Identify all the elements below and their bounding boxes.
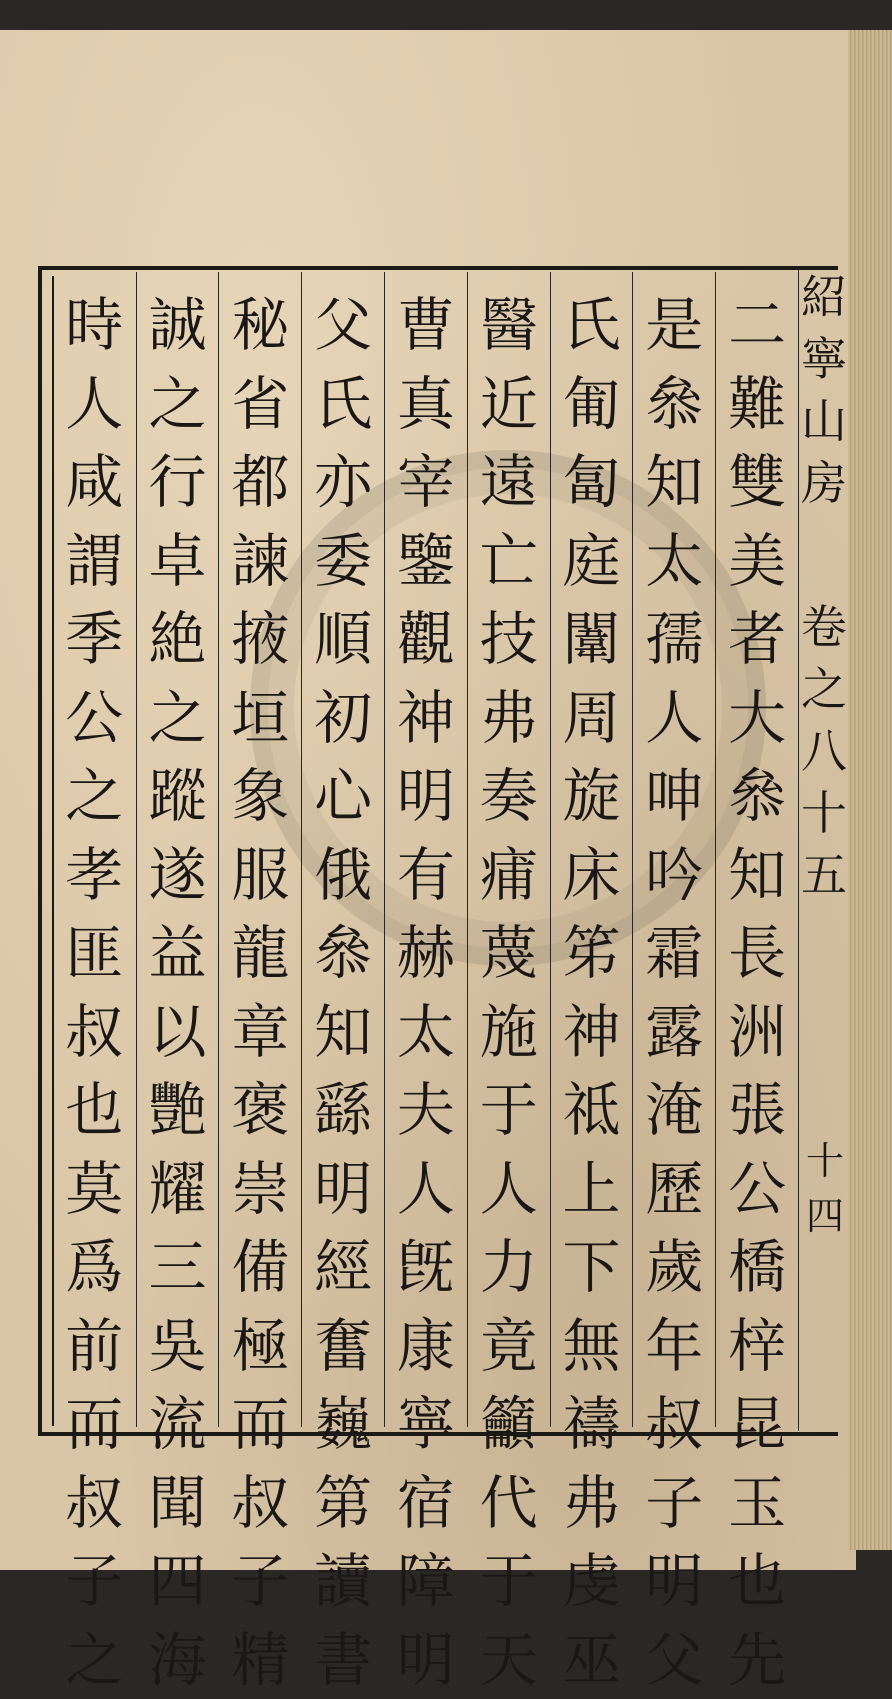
glyph: 耀	[137, 1150, 219, 1229]
glyph: 公	[716, 1150, 798, 1229]
glyph: 龍	[219, 914, 301, 993]
glyph: 咸	[53, 443, 136, 522]
glyph: 備	[219, 1228, 301, 1307]
glyph: 季	[53, 600, 136, 679]
glyph: 奮	[302, 1307, 384, 1386]
glyph: 難	[716, 365, 798, 444]
glyph: 叅	[716, 757, 798, 836]
glyph: 謂	[53, 522, 136, 601]
glyph: 人	[53, 365, 136, 444]
glyph: 父	[633, 1621, 715, 1699]
glyph: 褒	[219, 1071, 301, 1150]
glyph: 祗	[551, 1071, 633, 1150]
glyph: 氏	[302, 365, 384, 444]
glyph: 者	[716, 600, 798, 679]
glyph: 知	[716, 836, 798, 915]
glyph: 海	[137, 1621, 219, 1699]
glyph: 下	[551, 1228, 633, 1307]
margin-glyph: 寧	[801, 328, 847, 390]
glyph: 初	[302, 679, 384, 758]
glyph: 艷	[137, 1071, 219, 1150]
glyph: 真	[385, 365, 467, 444]
glyph: 叅	[302, 914, 384, 993]
text-column	[632, 272, 715, 1427]
glyph: 亡	[468, 522, 550, 601]
glyph: 莫	[53, 1150, 136, 1229]
glyph: 曹	[385, 286, 467, 365]
glyph: 美	[716, 522, 798, 601]
glyph: 匍	[551, 365, 633, 444]
block-heart-margin	[798, 266, 849, 1431]
glyph: 四	[137, 1542, 219, 1621]
glyph: 繇	[302, 1071, 384, 1150]
glyph: 神	[551, 993, 633, 1072]
glyph: 俄	[302, 836, 384, 915]
glyph: 赫	[385, 914, 467, 993]
glyph: 痡	[468, 836, 550, 915]
glyph: 蹤	[137, 757, 219, 836]
glyph: 誠	[137, 286, 219, 365]
text-column	[550, 272, 633, 1427]
glyph: 遂	[137, 836, 219, 915]
glyph: 之	[137, 365, 219, 444]
glyph: 庭	[551, 522, 633, 601]
glyph: 先	[716, 1621, 798, 1699]
glyph: 梓	[716, 1307, 798, 1386]
margin-glyph: 卷	[801, 596, 847, 658]
glyph: 吟	[633, 836, 715, 915]
glyph: 神	[385, 679, 467, 758]
glyph: 亦	[302, 443, 384, 522]
glyph: 長	[716, 914, 798, 993]
glyph: 弗	[468, 679, 550, 758]
glyph: 施	[468, 993, 550, 1072]
glyph: 服	[219, 836, 301, 915]
glyph: 禱	[551, 1385, 633, 1464]
margin-chapter	[799, 596, 849, 906]
page-stack-edge	[848, 30, 892, 1550]
glyph: 而	[53, 1385, 136, 1464]
glyph: 吳	[137, 1307, 219, 1386]
glyph: 奏	[468, 757, 550, 836]
glyph: 蔑	[468, 914, 550, 993]
glyph: 明	[633, 1542, 715, 1621]
glyph: 氏	[551, 286, 633, 365]
glyph: 竟	[468, 1307, 550, 1386]
glyph: 匪	[53, 914, 136, 993]
text-columns	[52, 272, 798, 1427]
glyph: 玉	[716, 1464, 798, 1543]
glyph: 心	[302, 757, 384, 836]
glyph: 絶	[137, 600, 219, 679]
glyph: 周	[551, 679, 633, 758]
glyph: 太	[633, 522, 715, 601]
glyph: 觀	[385, 600, 467, 679]
glyph: 巍	[302, 1385, 384, 1464]
glyph: 象	[219, 757, 301, 836]
margin-glyph: 五	[801, 844, 847, 906]
glyph: 父	[302, 286, 384, 365]
margin-glyph: 房	[801, 452, 847, 514]
text-column	[715, 272, 798, 1427]
glyph: 章	[219, 993, 301, 1072]
glyph: 旣	[385, 1228, 467, 1307]
glyph: 淹	[633, 1071, 715, 1150]
glyph: 橋	[716, 1228, 798, 1307]
folio-number: 十四	[805, 1130, 845, 1240]
glyph: 是	[633, 286, 715, 365]
glyph: 叅	[633, 365, 715, 444]
glyph: 于	[468, 1542, 550, 1621]
glyph: 虔	[551, 1542, 633, 1621]
glyph: 諫	[219, 522, 301, 601]
glyph: 之	[53, 757, 136, 836]
glyph: 技	[468, 600, 550, 679]
glyph: 三	[137, 1228, 219, 1307]
glyph: 霜	[633, 914, 715, 993]
text-column	[467, 272, 550, 1427]
glyph: 都	[219, 443, 301, 522]
glyph: 人	[633, 679, 715, 758]
glyph: 叔	[53, 993, 136, 1072]
glyph: 上	[551, 1150, 633, 1229]
glyph: 時	[53, 286, 136, 365]
glyph: 也	[53, 1071, 136, 1150]
glyph: 無	[551, 1307, 633, 1386]
glyph: 也	[716, 1542, 798, 1621]
glyph: 書	[302, 1621, 384, 1699]
glyph: 公	[53, 679, 136, 758]
text-column	[218, 272, 301, 1427]
glyph: 前	[53, 1307, 136, 1386]
glyph: 知	[633, 443, 715, 522]
margin-glyph: 之	[801, 658, 847, 720]
margin-title	[799, 266, 849, 514]
margin-glyph: 十	[801, 782, 847, 844]
glyph: 大	[716, 679, 798, 758]
glyph: 子	[53, 1542, 136, 1621]
glyph: 崇	[219, 1150, 301, 1229]
glyph: 孺	[633, 600, 715, 679]
glyph: 叔	[633, 1385, 715, 1464]
margin-glyph: 山	[801, 390, 847, 452]
glyph: 秘	[219, 286, 301, 365]
glyph: 叔	[53, 1464, 136, 1543]
margin-glyph: 八	[801, 720, 847, 782]
glyph: 于	[468, 1071, 550, 1150]
glyph: 昆	[716, 1385, 798, 1464]
glyph: 弗	[551, 1464, 633, 1543]
text-column	[53, 272, 136, 1427]
glyph: 年	[633, 1307, 715, 1386]
glyph: 康	[385, 1307, 467, 1386]
glyph: 省	[219, 365, 301, 444]
glyph: 委	[302, 522, 384, 601]
glyph: 力	[468, 1228, 550, 1307]
glyph: 巫	[551, 1621, 633, 1699]
glyph: 呻	[633, 757, 715, 836]
margin-glyph: 紹	[801, 266, 847, 328]
glyph: 雙	[716, 443, 798, 522]
glyph: 寧	[385, 1385, 467, 1464]
glyph: 極	[219, 1307, 301, 1386]
glyph: 知	[302, 993, 384, 1072]
glyph: 二	[716, 286, 798, 365]
glyph: 近	[468, 365, 550, 444]
glyph: 聞	[137, 1464, 219, 1543]
glyph: 子	[219, 1542, 301, 1621]
glyph: 闈	[551, 600, 633, 679]
glyph: 有	[385, 836, 467, 915]
glyph: 之	[137, 679, 219, 758]
glyph: 行	[137, 443, 219, 522]
glyph: 籲	[468, 1385, 550, 1464]
glyph: 旋	[551, 757, 633, 836]
glyph: 明	[385, 1621, 467, 1699]
glyph: 匐	[551, 443, 633, 522]
glyph: 以	[137, 993, 219, 1072]
glyph: 爲	[53, 1228, 136, 1307]
glyph: 掖	[219, 600, 301, 679]
glyph: 孝	[53, 836, 136, 915]
glyph: 明	[385, 757, 467, 836]
glyph: 洲	[716, 993, 798, 1072]
glyph: 夫	[385, 1071, 467, 1150]
glyph: 障	[385, 1542, 467, 1621]
glyph: 遠	[468, 443, 550, 522]
glyph: 鑒	[385, 522, 467, 601]
glyph: 代	[468, 1464, 550, 1543]
glyph: 人	[385, 1150, 467, 1229]
glyph: 叔	[219, 1464, 301, 1543]
text-column	[136, 272, 219, 1427]
glyph: 精	[219, 1621, 301, 1699]
glyph: 歲	[633, 1228, 715, 1307]
glyph: 笫	[551, 914, 633, 993]
glyph: 明	[302, 1150, 384, 1229]
glyph: 經	[302, 1228, 384, 1307]
glyph: 人	[468, 1150, 550, 1229]
glyph: 宰	[385, 443, 467, 522]
glyph: 太	[385, 993, 467, 1072]
text-column	[301, 272, 384, 1427]
glyph: 流	[137, 1385, 219, 1464]
glyph: 床	[551, 836, 633, 915]
glyph: 天	[468, 1621, 550, 1699]
glyph: 第	[302, 1464, 384, 1543]
glyph: 益	[137, 914, 219, 993]
glyph: 醫	[468, 286, 550, 365]
glyph: 垣	[219, 679, 301, 758]
glyph: 讀	[302, 1542, 384, 1621]
glyph: 順	[302, 600, 384, 679]
glyph: 露	[633, 993, 715, 1072]
glyph: 歷	[633, 1150, 715, 1229]
glyph: 而	[219, 1385, 301, 1464]
text-column	[384, 272, 467, 1427]
glyph: 之	[53, 1621, 136, 1699]
glyph: 卓	[137, 522, 219, 601]
glyph: 子	[633, 1464, 715, 1543]
glyph: 宿	[385, 1464, 467, 1543]
glyph: 張	[716, 1071, 798, 1150]
